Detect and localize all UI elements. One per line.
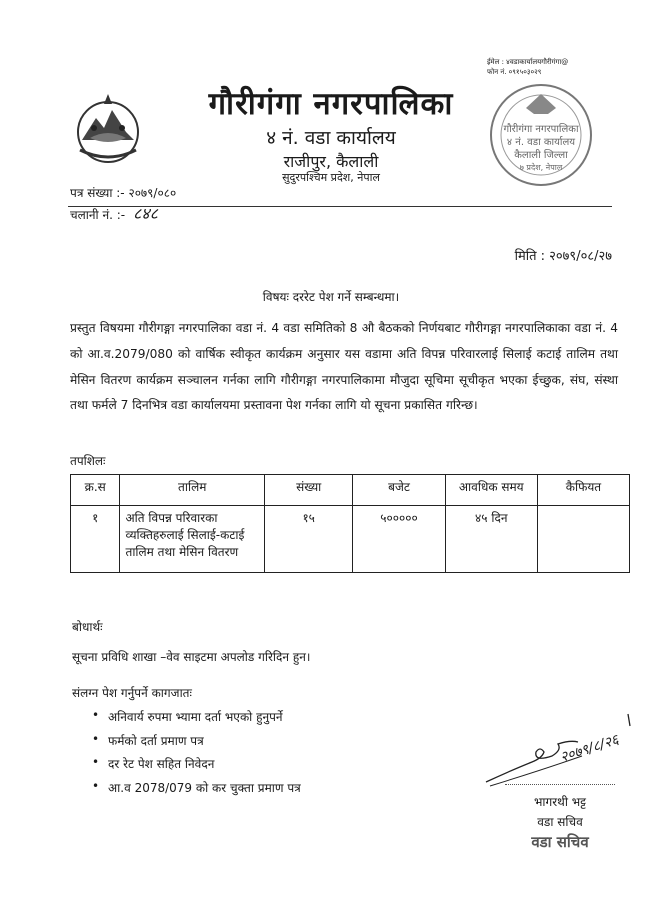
list-item [92, 732, 301, 756]
documents-label: संलग्न पेश गर्नुपर्ने कागजातः [72, 686, 192, 700]
table-header-row [71, 475, 630, 506]
bullet-icon: • [92, 778, 100, 793]
signature-date: २०७९/८/२६ [558, 731, 621, 766]
bodhartha-text: सूचना प्रविधि शाखा –वेव साइटमा अपलोड गरिदिन हुन। [72, 650, 311, 664]
cell-budget: ५००००० [353, 506, 445, 573]
seal-text-bottom: ७ प्रदेश, नेपाल [519, 163, 563, 172]
bullet-icon: • [92, 708, 100, 722]
address-line-2: सुदुरपश्चिम प्रदेश, नेपाल [282, 171, 380, 184]
office-seal-icon [486, 80, 596, 190]
seal-text-mid: ४ नं. वडा कार्यालय [506, 137, 576, 148]
col-budget-header: बजेट [353, 475, 445, 506]
col-samaya-header: आवधिक समय [445, 475, 537, 506]
signature-line [505, 784, 615, 785]
list-item [92, 755, 301, 779]
letter-subject: विषयः दररेट पेश गर्ने सम्बन्धमा। [262, 290, 400, 304]
col-sankhya-header: संख्या [264, 475, 352, 506]
cell-kaifiyat [537, 506, 629, 573]
municipality-title: गौरीगंगा नगरपालिका [208, 86, 454, 122]
col-talim-header: तालिम [120, 475, 264, 506]
tapasil-label: तपशिलः [70, 454, 106, 468]
handwritten-signature [482, 700, 652, 790]
training-table [70, 474, 630, 573]
chalani-label: चलानी नं. :- [70, 208, 126, 222]
letter-date: मिति : २०७९/०८/२७ [514, 249, 612, 264]
seal-text-low: कैलाली जिल्ला [514, 150, 568, 161]
letter-body: प्रस्तुत विषयमा गौरीगङ्गा नगरपालिका वडा नं. 4 वडा समितिको 8 औ बैठकको निर्णयबाट गौरीगङ्गा नगरपालिकाका वडा नं. 4 को आ.व.2079/080 को वार्षिक स्वीकृत कार्यक्रम अनुसार यस वडामा अति विपन्न परिवारलाई सिलाई कटाई तालिम तथा मेसिन वितरण कार्यक्रम सञ्चालन गर्नका लागि गौरीगङ्गा नगरपालिकामा मौजुदा सूचिमा सूचीकृत भएका ईच्छुक, संघ, संस्था तथा फर्मले 7 दिनभित्र वडा कार्यालयमा प्रस्तावना पेश गर्नका लागि यो सूचना प्रकासित गरिन्छ। [70, 321, 618, 413]
contact-phone: फोन नं. ०९१५०३०२९ [487, 68, 542, 76]
col-kaifiyat-header: कैफियत [537, 475, 629, 506]
document-item-text: आ.व 2078/079 को कर चुक्ता प्रमाण पत्र [108, 780, 301, 795]
header-divider [68, 206, 612, 207]
bullet-icon: • [92, 731, 100, 746]
document-item-text: अनिवार्य रुपमा भ्यामा दर्ता भएको हुनुपर्ने [108, 710, 283, 724]
document-item-text: फर्मको दर्ता प्रमाण पत्र [108, 733, 204, 748]
chalani-value: ८४८ [132, 204, 158, 223]
ward-office-title: ४ नं. वडा कार्यालय [266, 127, 396, 149]
bullet-icon: • [92, 755, 100, 769]
address-line-1: राजीपुर, कैलाली [283, 152, 379, 171]
documents-list [92, 708, 301, 802]
contact-email: ईमेल : ४वडाकार्यालयगौरीगंगा@ [487, 58, 569, 66]
table-row [71, 506, 630, 573]
cell-sankhya: १५ [264, 506, 352, 573]
cell-samaya: ४५ दिन [445, 506, 537, 573]
signatory-name: भागरथी भट्ट [533, 795, 587, 809]
list-item [92, 708, 301, 732]
cell-talim: अति विपन्न परिवारका व्यक्तिहरुलाई सिलाई-कटाई तालिम तथा मेसिन वितरण [120, 506, 264, 573]
col-sn-header: क्र.स [71, 475, 120, 506]
seal-text-top: गौरीगंगा नगरपालिका [503, 124, 579, 135]
list-item [92, 779, 301, 803]
signatory-designation: वडा सचिव [537, 815, 583, 829]
designation-stamp: वडा सचिव [531, 833, 589, 851]
document-item-text: दर रेट पेश सहित निवेदन [108, 757, 215, 771]
bodhartha-label: बोधार्थः [72, 620, 103, 634]
cell-sn: १ [71, 506, 120, 573]
patra-sankhya: पत्र संख्या :- २०७९/०८० [70, 186, 177, 200]
